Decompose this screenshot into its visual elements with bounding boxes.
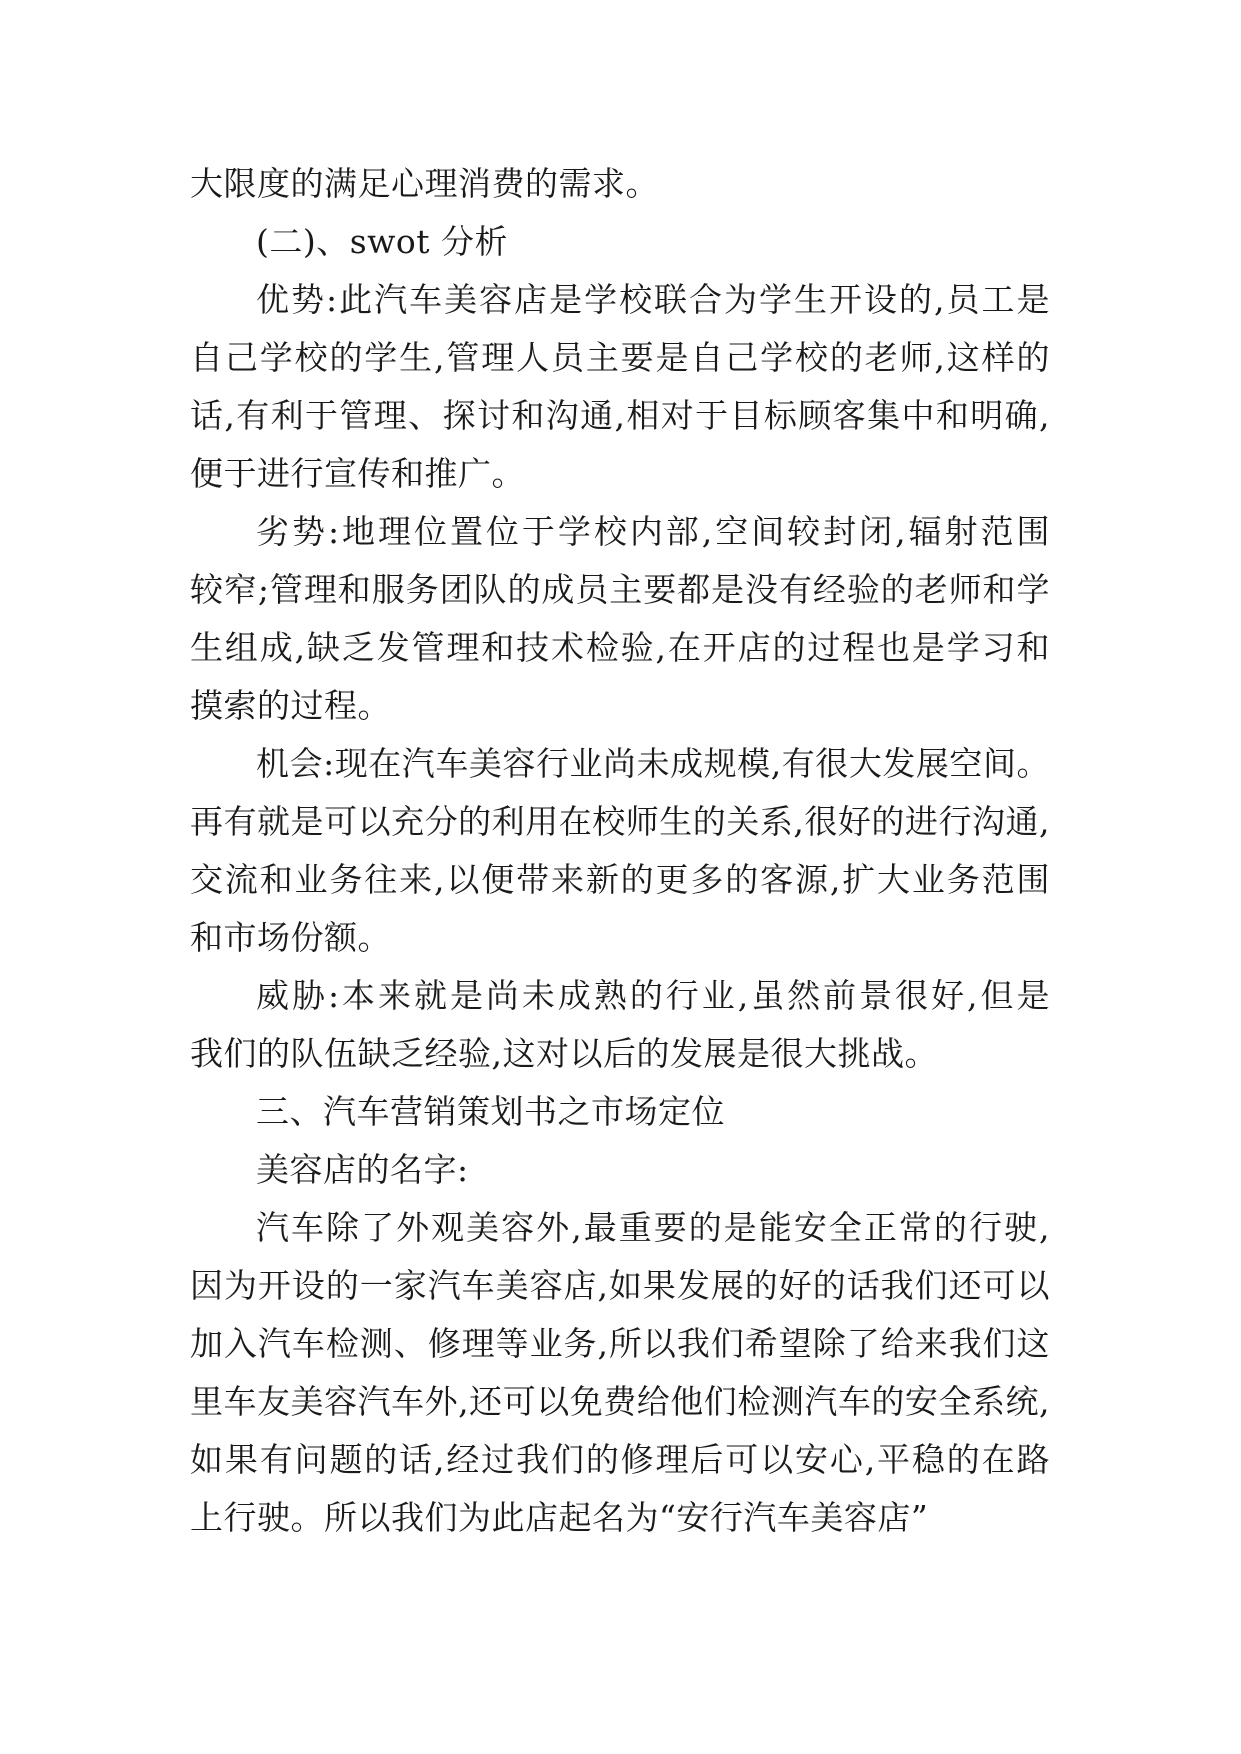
- paragraph-line-threats: 威胁:本来就是尚未成熟的行业,虽然前景很好,但是: [256, 976, 1050, 1015]
- paragraph-line: 大限度的满足心理消费的需求。: [190, 164, 659, 203]
- paragraph-line: 和市场份额。: [190, 918, 391, 957]
- paragraph-line-strengths: 优势:此汽车美容店是学校联合为学生开设的,员工是: [256, 280, 1050, 319]
- document-body: [190, 155, 1050, 1547]
- paragraph-line: 如果有问题的话,经过我们的修理后可以安心,平稳的在路: [190, 1440, 1050, 1479]
- paragraph-line: 我们的队伍缺乏经验,这对以后的发展是很大挑战。: [190, 1034, 938, 1073]
- paragraph-line: 交流和业务往来,以便带来新的更多的客源,扩大业务范围: [190, 860, 1050, 899]
- paragraph-line: 话,有利于管理、探讨和沟通,相对于目标顾客集中和明确,: [190, 396, 1050, 435]
- section-heading-market-positioning: 三、汽车营销策划书之市场定位: [256, 1092, 725, 1131]
- paragraph-line: 摸索的过程。: [190, 686, 391, 725]
- subheading-store-name: 美容店的名字:: [256, 1150, 469, 1189]
- paragraph-line-weaknesses: 劣势:地理位置位于学校内部,空间较封闭,辐射范围: [256, 512, 1050, 551]
- paragraph-line: 加入汽车检测、修理等业务,所以我们希望除了给来我们这: [190, 1324, 1050, 1363]
- paragraph-line: 再有就是可以充分的利用在校师生的关系,很好的进行沟通,: [190, 802, 1050, 841]
- paragraph-line: 自己学校的学生,管理人员主要是自己学校的老师,这样的: [190, 338, 1050, 377]
- section-heading-swot: (二)、swot 分析: [256, 222, 509, 261]
- paragraph-line: 较窄;管理和服务团队的成员主要都是没有经验的老师和学: [190, 570, 1050, 609]
- paragraph-line: 生组成,缺乏发管理和技术检验,在开店的过程也是学习和: [190, 628, 1050, 667]
- paragraph-line: 便于进行宣传和推广。: [190, 454, 525, 493]
- paragraph-line: 上行驶。所以我们为此店起名为“安行汽车美容店”: [190, 1498, 929, 1537]
- paragraph-line-store-name: 汽车除了外观美容外,最重要的是能安全正常的行驶,: [256, 1208, 1050, 1247]
- paragraph-line-opportunities: 机会:现在汽车美容行业尚未成规模,有很大发展空间。: [256, 744, 1050, 783]
- paragraph-line: 里车友美容汽车外,还可以免费给他们检测汽车的安全系统,: [190, 1382, 1050, 1421]
- paragraph-line: 因为开设的一家汽车美容店,如果发展的好的话我们还可以: [190, 1266, 1050, 1305]
